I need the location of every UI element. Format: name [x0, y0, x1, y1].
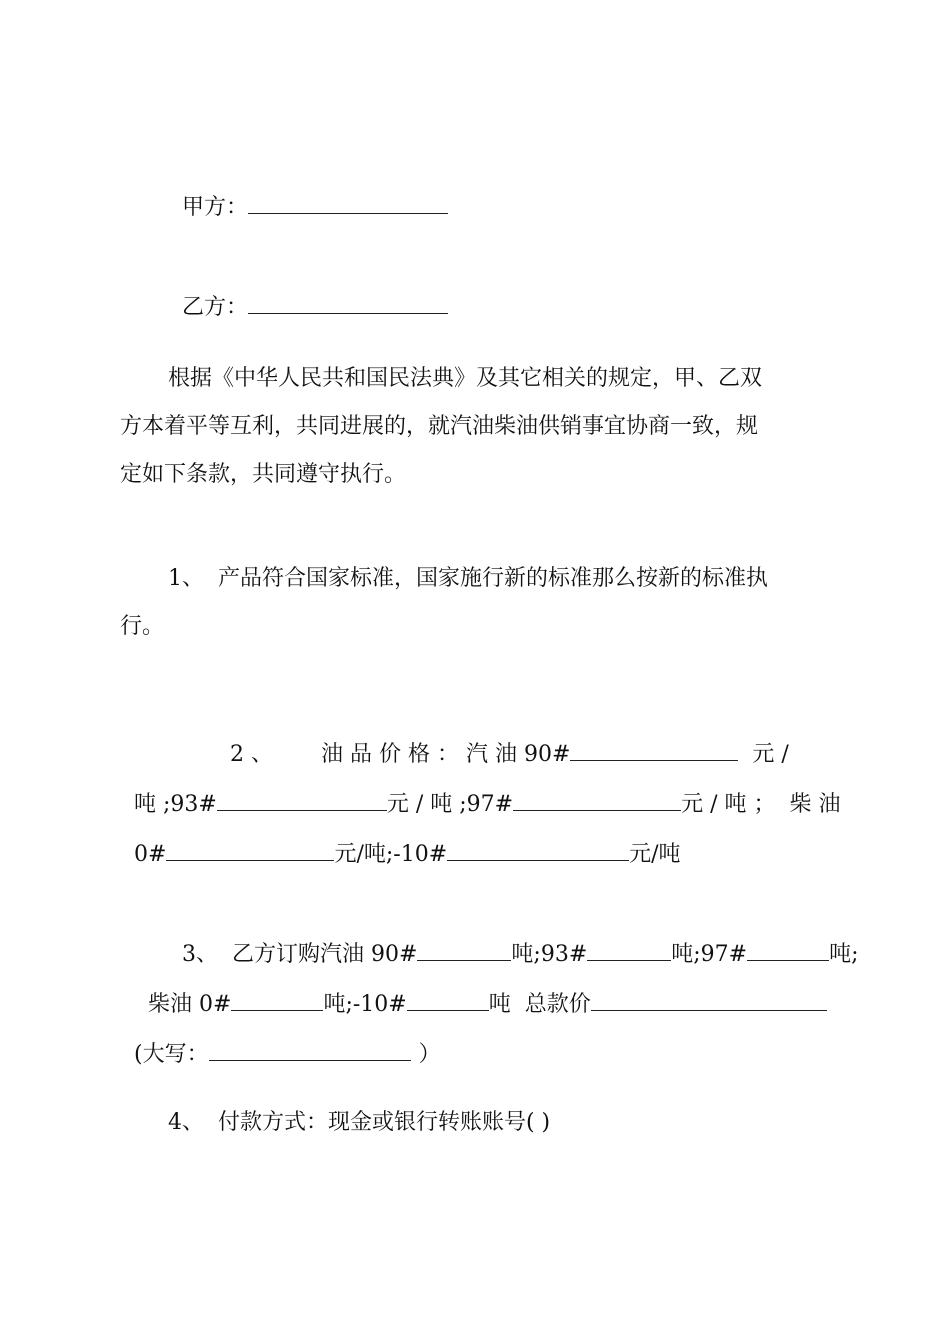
- order-gasoline-97-blank[interactable]: [747, 940, 829, 961]
- clause3-text-1b: 吨;93#: [511, 942, 588, 967]
- clause3-text-1c: 吨;97#: [671, 942, 748, 967]
- intro-line-1: 根据《中华人民共和国民法典》及其它相关的规定，甲、乙双: [168, 366, 763, 391]
- order-gasoline-90-blank[interactable]: [417, 940, 511, 961]
- clause3-text-3b: ）: [418, 1042, 441, 1067]
- clause3-text-2a: 柴油 0#: [148, 992, 232, 1017]
- gasoline-93-price-blank[interactable]: [217, 790, 387, 811]
- clause2-label: 油 品 价 格 ： 汽 油 90#: [321, 742, 571, 767]
- intro-line-3: 定如下条款，共同遵守执行。: [120, 462, 407, 487]
- clause2-text-3a: 0#: [134, 842, 167, 867]
- clause3-text-2b: 吨;-10#: [323, 992, 407, 1017]
- party-b-line: [168, 263, 448, 323]
- party-a-label: 甲方：: [182, 195, 249, 220]
- clause2-text-2c: 元 / 吨 ； 柴 油: [681, 792, 841, 817]
- order-gasoline-93-blank[interactable]: [587, 940, 671, 961]
- party-a-blank[interactable]: [248, 193, 448, 214]
- gasoline-90-price-blank[interactable]: [570, 740, 738, 761]
- clause3-line-3: [120, 1010, 441, 1070]
- intro-line-2: 方本着平等互利，共同进展的，就汽油柴油供销事宜协商一致，规: [120, 414, 759, 439]
- amount-in-words-blank[interactable]: [209, 1040, 411, 1061]
- clause2-unit-1: 元 /: [752, 742, 789, 767]
- clause2-line-3: [120, 810, 681, 870]
- clause2-number: 2 、: [230, 742, 273, 767]
- clause2-text-3c: 元/吨: [629, 842, 681, 867]
- clause1-line-2: 行。: [120, 614, 165, 639]
- gasoline-97-price-blank[interactable]: [513, 790, 681, 811]
- clause4-line: 4、 付款方式：现金或银行转账账号( ): [168, 1110, 551, 1135]
- party-a-line: [168, 163, 448, 223]
- total-price-blank[interactable]: [591, 990, 827, 1011]
- clause3-text-1d: 吨;: [829, 942, 859, 967]
- order-diesel-0-blank[interactable]: [231, 990, 323, 1011]
- clause3-text-3a: (大写：: [134, 1042, 209, 1067]
- clause2-text-2a: 吨 ;93#: [134, 792, 217, 817]
- clause3-text-2c: 吨 总款价: [488, 992, 591, 1017]
- party-b-label: 乙方：: [182, 295, 249, 320]
- diesel-0-price-blank[interactable]: [166, 840, 334, 861]
- clause1-line-1: 1、 产品符合国家标准，国家施行新的标准那么按新的标准执: [168, 566, 768, 591]
- clause2-text-2b: 元 / 吨 ;97#: [386, 792, 514, 817]
- order-diesel-minus10-blank[interactable]: [407, 990, 489, 1011]
- clause3-text-1a: 3、 乙方订购汽油 90#: [182, 942, 418, 967]
- party-b-blank[interactable]: [248, 293, 448, 314]
- clause2-text-3b: 元/吨;-10#: [334, 842, 448, 867]
- diesel-minus10-price-blank[interactable]: [447, 840, 629, 861]
